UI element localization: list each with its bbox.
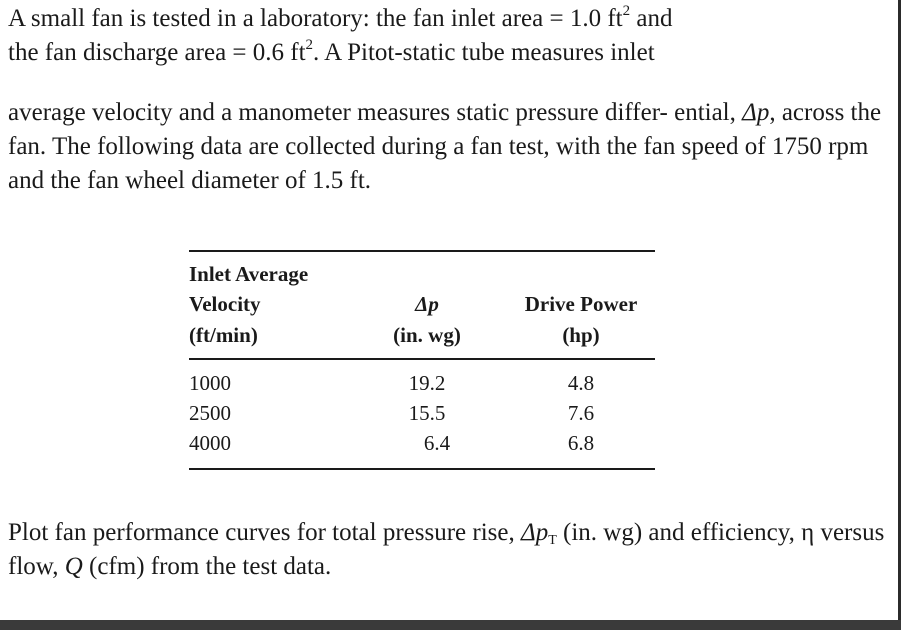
intro-line-1: A small fan is tested in a laboratory: the fan inlet area = 1.0 ft bbox=[8, 5, 623, 32]
question-text-b: (in. wg) and efficiency, η versus flow, bbox=[8, 519, 885, 580]
table-cell-power: 4.8 bbox=[567, 371, 595, 395]
header-power-2: (hp) bbox=[562, 323, 600, 347]
table-cell-velocity: 1000 bbox=[189, 371, 231, 395]
table-cell-dp: 19.2 bbox=[408, 371, 446, 395]
intro-line-2-end: . A Pitot-static tube measures inlet bbox=[313, 39, 655, 66]
header-power-1: Drive Power bbox=[524, 292, 638, 316]
table-cell-dp: 6.4 bbox=[423, 431, 451, 455]
area-unit-exponent-1: 2 bbox=[622, 3, 631, 19]
table-cell-dp: 15.5 bbox=[408, 401, 446, 425]
header-velocity-1: Inlet Average bbox=[189, 262, 309, 286]
intro-line-2: the fan discharge area = 0.6 ft bbox=[8, 39, 306, 66]
question-text-c: (cfm) from the test data. bbox=[82, 553, 332, 580]
body-text-a: average velocity and a manometer measures static pressure differ- ential, bbox=[8, 99, 743, 126]
question-text-a: Plot fan performance curves for total pressure rise, bbox=[8, 519, 522, 546]
area-unit-exponent-2: 2 bbox=[305, 37, 314, 53]
intro-line-1-end: and bbox=[630, 5, 673, 32]
table-cell-power: 6.8 bbox=[567, 431, 595, 455]
table-cell-velocity: 2500 bbox=[189, 401, 231, 425]
table-cell-velocity: 4000 bbox=[189, 431, 231, 455]
delta-p-symbol: Δp bbox=[742, 99, 770, 126]
table-top-rule bbox=[189, 250, 655, 252]
header-velocity-2: Velocity bbox=[189, 292, 261, 316]
table-cell-power: 7.6 bbox=[567, 401, 595, 425]
body-text-b: , across the fan. The following data are collected during a fan test, with the fan speed of 1750 rpm and the fan wheel diameter of 1.5 ft. bbox=[8, 99, 882, 194]
header-dp-1: Δp bbox=[415, 292, 439, 316]
problem-statement-intro bbox=[8, 2, 890, 70]
problem-statement-body bbox=[8, 96, 890, 198]
total-subscript: T bbox=[548, 533, 557, 548]
bottom-dark-strip bbox=[0, 620, 901, 630]
header-velocity-3: (ft/min) bbox=[189, 323, 258, 347]
header-dp-2: (in. wg) bbox=[393, 323, 461, 347]
question-text bbox=[8, 516, 890, 584]
table-header-rule bbox=[189, 358, 655, 360]
flow-symbol: Q bbox=[64, 553, 83, 580]
table-bottom-rule bbox=[189, 468, 655, 470]
delta-p-total-symbol: Δp bbox=[521, 519, 549, 546]
